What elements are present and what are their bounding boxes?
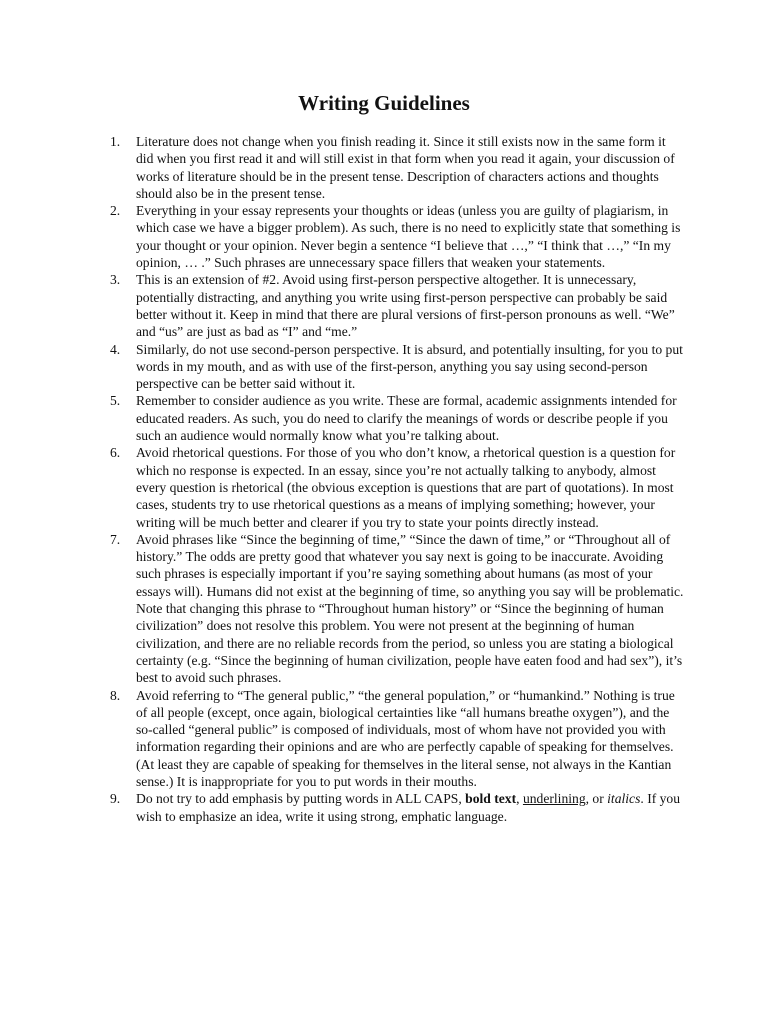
item-text: Remember to consider audience as you write. These are formal, academic assignments intended for educated readers. As such, you do need to clarify the meanings of words or describe people if you such an audience would normally know what you’re talking about. xyxy=(136,393,677,444)
item-number: 7. xyxy=(110,531,121,547)
guideline-item-5 xyxy=(110,392,685,444)
item-separator: , or xyxy=(585,791,608,807)
item-number: 4. xyxy=(110,341,121,357)
item-text: Avoid rhetorical questions. For those of you who don’t know, a rhetorical question is a question for which no response is expected. In an essay, since you’re not actually talking to anybody, almost every question is rhetorical (the obvious exception is questions that are part of quotations). In most cases, students try to use rhetorical questions as a means of implying something; however, your writing will be much better and clearer if you try to state your points directly instead. xyxy=(136,445,676,530)
item-number: 5. xyxy=(110,393,121,409)
document-title: Writing Guidelines xyxy=(298,91,470,115)
italic-example-text: italics xyxy=(607,791,641,807)
guideline-item-3 xyxy=(110,271,685,340)
item-text: Avoid phrases like “Since the beginning of time,” “Since the dawn of time,” or “Throughout all of history.” The odds are pretty good that whatever you say next is going to be inaccurate. Avoiding such phrases is especially important if you’re saying something about humans (as most of your essays will). Humans did not exist at the beginning of time, so anything you say will be problematic. Note that changing this phrase to “Throughout human history” or “Since the beginning of human civilization” does not resolve this problem. You were not present at the beginning of human civilization, and there are no reliable records from the period, so unless you are stating a biological certainty (e.g. “Since the beginning of human civilization, people have eaten food and had sex”), it’s best to avoid such phrases. xyxy=(136,531,684,686)
item-separator: , xyxy=(516,791,523,807)
item-number: 6. xyxy=(110,445,121,461)
item-text: Literature does not change when you finish reading it. Since it still exists now in the same form it did when you first read it and will still exist in that form when you read it again, your discussion of works of literature should be in the present tense. Description of characters actions and thoughts should also be in the present tense. xyxy=(136,134,675,201)
item-text: Similarly, do not use second-person perspective. It is absurd, and potentially insulting, for you to put words in my mouth, and as with use of the first-person, anything you say using second-person perspective can be better said without it. xyxy=(136,341,683,392)
guidelines-list xyxy=(110,133,685,825)
item-number: 1. xyxy=(110,134,121,149)
guideline-item-6 xyxy=(110,444,685,530)
bold-example-text: bold text xyxy=(465,791,517,807)
item-text: Avoid referring to “The general public,” “the general population,” or “humankind.” Nothing is true of all people (except, once again, biological certainties like “all humans breathe oxygen”), and the so-called “general public” is composed of individuals, most of whom have not provided you with information regarding their opinions and are who are perfectly capable of speaking for themselves. (At least they are capable of speaking for themselves in the literal sense, not always in the Kantian sense.) It is inappropriate for you to put words in their mouths. xyxy=(136,687,675,789)
guideline-item-8 xyxy=(110,687,685,791)
item-number: 2. xyxy=(110,203,121,219)
guideline-item-4 xyxy=(110,341,685,393)
item-text: This is an extension of #2. Avoid using first-person perspective altogether. It is unnecessary, potentially distracting, and anything you write using first-person perspective can probably be said better without it. Keep in mind that there are plural versions of first-person pronouns as well. “We” and “us” are just as bad as “I” and “me.” xyxy=(136,272,675,340)
guideline-item-9 xyxy=(110,790,685,825)
item-number: 3. xyxy=(110,272,121,288)
item-text: Everything in your essay represents your thoughts or ideas (unless you are guilty of plagiarism, in which case we have a bigger problem). As such, there is no need to explicitly state that something is your thought or your opinion. Never begin a sentence “I believe that …,” “I think that …,” “In my opinion, … .” Such phrases are unnecessary space fillers that weaken your statements. xyxy=(136,203,681,271)
item-number: 8. xyxy=(110,687,121,703)
underline-example-text: underlining xyxy=(522,791,586,807)
guideline-item-2 xyxy=(110,202,685,271)
item-text-start: Do not try to add emphasis by putting words in ALL CAPS, xyxy=(136,791,466,807)
guideline-item-1 xyxy=(110,133,685,202)
guideline-item-7 xyxy=(110,531,685,687)
item-text-end: . If you wish to emphasize an idea, write it using strong, emphatic language. xyxy=(136,791,681,824)
item-number: 9. xyxy=(110,791,121,807)
